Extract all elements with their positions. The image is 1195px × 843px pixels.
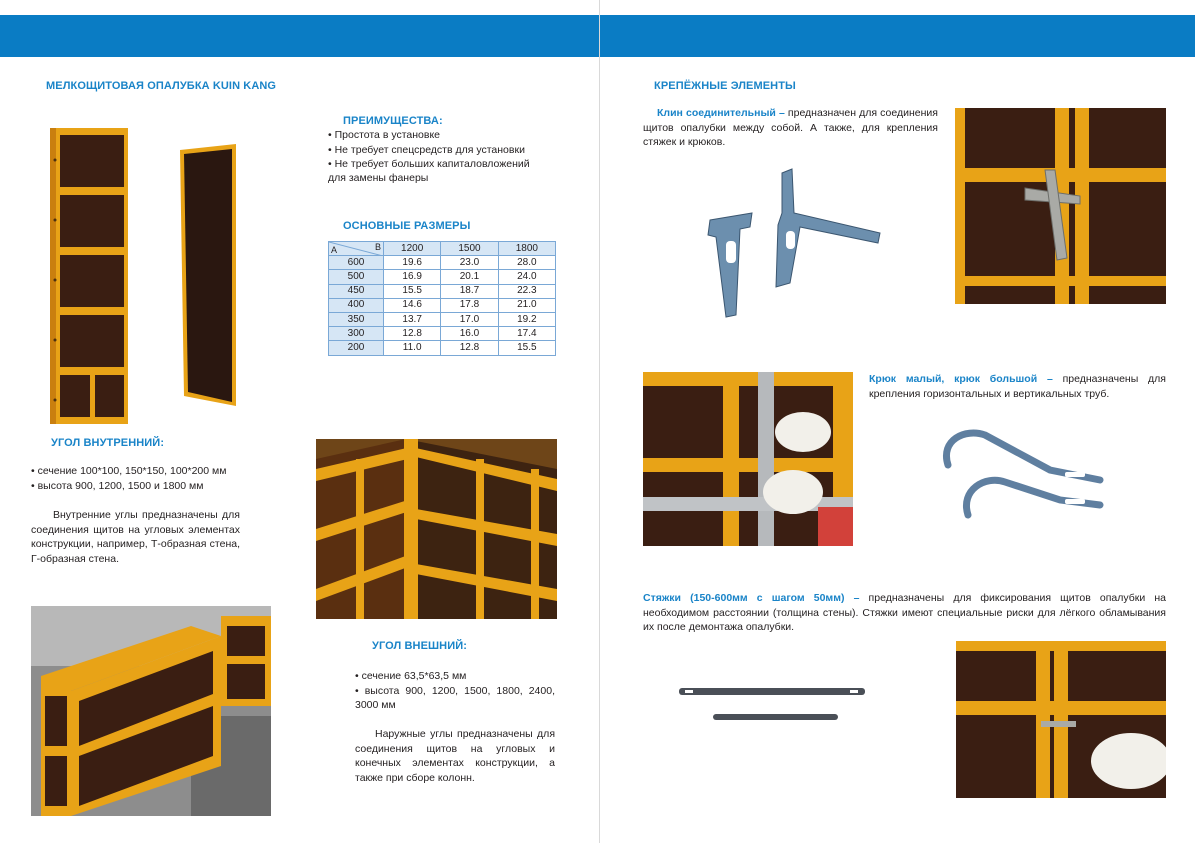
outer-corner-construction-image [31,606,271,816]
left-page-title: МЕЛКОЩИТОВАЯ ОПАЛУБКА KUIN KANG [46,80,277,92]
advantages-tail: для замены фанеры [328,172,429,184]
hooks-description [869,372,1166,401]
hooks-in-use-image [643,372,853,546]
table-row [329,327,556,341]
table-cell: 19.6 [384,256,441,270]
wedge-product-image [690,165,885,325]
table-row [329,312,556,326]
hooks-product-image [930,420,1110,530]
corner-label-b: B [374,242,381,252]
row-header: 500 [329,270,384,284]
spec-item: • высота 900, 1200, 1500 и 1800 мм [31,479,261,494]
sizes-header-row [329,242,556,256]
column-header: 1500 [441,242,498,256]
table-cell: 16.9 [384,270,441,284]
advantages-list [328,128,568,172]
hooks-lead: Крюк малый, крюк большой – [869,373,1053,385]
inner-corner-construction-image [316,439,557,619]
spec-item: • сечение 63,5*63,5 мм [355,669,555,684]
table-cell: 16.0 [441,327,498,341]
outer-corner-description: Наружные углы предназначены для соединения щитов на угловых и конечных элементах конструкции, а также при сборе колонн. [355,728,555,784]
table-cell: 20.1 [441,270,498,284]
page-fold-divider [599,0,600,843]
table-cell: 17.0 [441,312,498,326]
ties-in-use-image [956,641,1166,798]
table-cell: 24.0 [498,270,555,284]
sizes-corner-cell [329,242,384,256]
table-cell: 15.5 [384,284,441,298]
table-row [329,341,556,355]
right-page-title: КРЕПЁЖНЫЕ ЭЛЕМЕНТЫ [654,80,796,92]
table-cell: 18.7 [441,284,498,298]
ties-lead: Стяжки (150-600мм с шагом 50мм) – [643,592,860,604]
table-cell: 21.0 [498,298,555,312]
outer-corner-heading: УГОЛ ВНЕШНИЙ: [372,640,467,652]
ties-description [643,591,1166,635]
inner-corner-specs [31,464,261,493]
table-cell: 14.6 [384,298,441,312]
row-header: 300 [329,327,384,341]
table-cell: 12.8 [384,327,441,341]
table-cell: 19.2 [498,312,555,326]
formwork-panel-back-image [170,140,240,410]
table-cell: 23.0 [441,256,498,270]
row-header: 200 [329,341,384,355]
row-header: 350 [329,312,384,326]
top-blue-bar [0,15,1195,57]
row-header: 450 [329,284,384,298]
wedge-in-use-image [955,108,1166,304]
wedge-text: предназначен для соединения щитов опалубки между собой. А также, для крепления стяжек и крюков. [643,107,938,148]
spec-item: • высота 900, 1200, 1500, 1800, 2400, 3000 мм [355,684,555,713]
hooks-text: предназначены для крепления горизонтальных и вертикальных труб. [869,373,1166,400]
sizes-heading: ОСНОВНЫЕ РАЗМЕРЫ [343,220,471,232]
table-cell: 28.0 [498,256,555,270]
formwork-panel-front-image [40,120,140,430]
row-header: 600 [329,256,384,270]
table-cell: 17.8 [441,298,498,312]
advantage-item: • Простота в установке [328,128,568,143]
table-row [329,256,556,270]
inner-corner-description: Внутренние углы предназначены для соединения щитов на угловых элементах конструкции, например, Т-образная стена, Г-образная стена. [31,509,240,565]
advantages-heading: ПРЕИМУЩЕСТВА: [343,115,443,127]
inner-corner-heading: УГОЛ ВНУТРЕННИЙ: [51,437,165,449]
corner-label-a: A [331,245,338,255]
row-header: 400 [329,298,384,312]
table-cell: 13.7 [384,312,441,326]
outer-corner-specs [355,669,555,713]
table-cell: 15.5 [498,341,555,355]
sizes-table [328,241,556,356]
spec-item: • сечение 100*100, 150*150, 100*200 мм [31,464,261,479]
ties-product-image [675,680,875,730]
table-cell: 22.3 [498,284,555,298]
column-header: 1800 [498,242,555,256]
ties-text: предназначены для фиксирования щитов опалубки на необходимом расстоянии (толщина стены). Стяжки имеют специальные риски для лёгкого обламывания их после демонтажа опалубки. [643,592,1166,633]
wedge-lead: Клин соединительный – [657,107,785,119]
table-cell: 17.4 [498,327,555,341]
advantage-item: • Не требует больших капиталовложений [328,157,568,172]
table-cell: 12.8 [441,341,498,355]
column-header: 1200 [384,242,441,256]
table-row [329,298,556,312]
table-row [329,284,556,298]
table-row [329,270,556,284]
wedge-description [643,106,938,150]
advantage-item: • Не требует спецсредств для установки [328,143,568,158]
table-cell: 11.0 [384,341,441,355]
